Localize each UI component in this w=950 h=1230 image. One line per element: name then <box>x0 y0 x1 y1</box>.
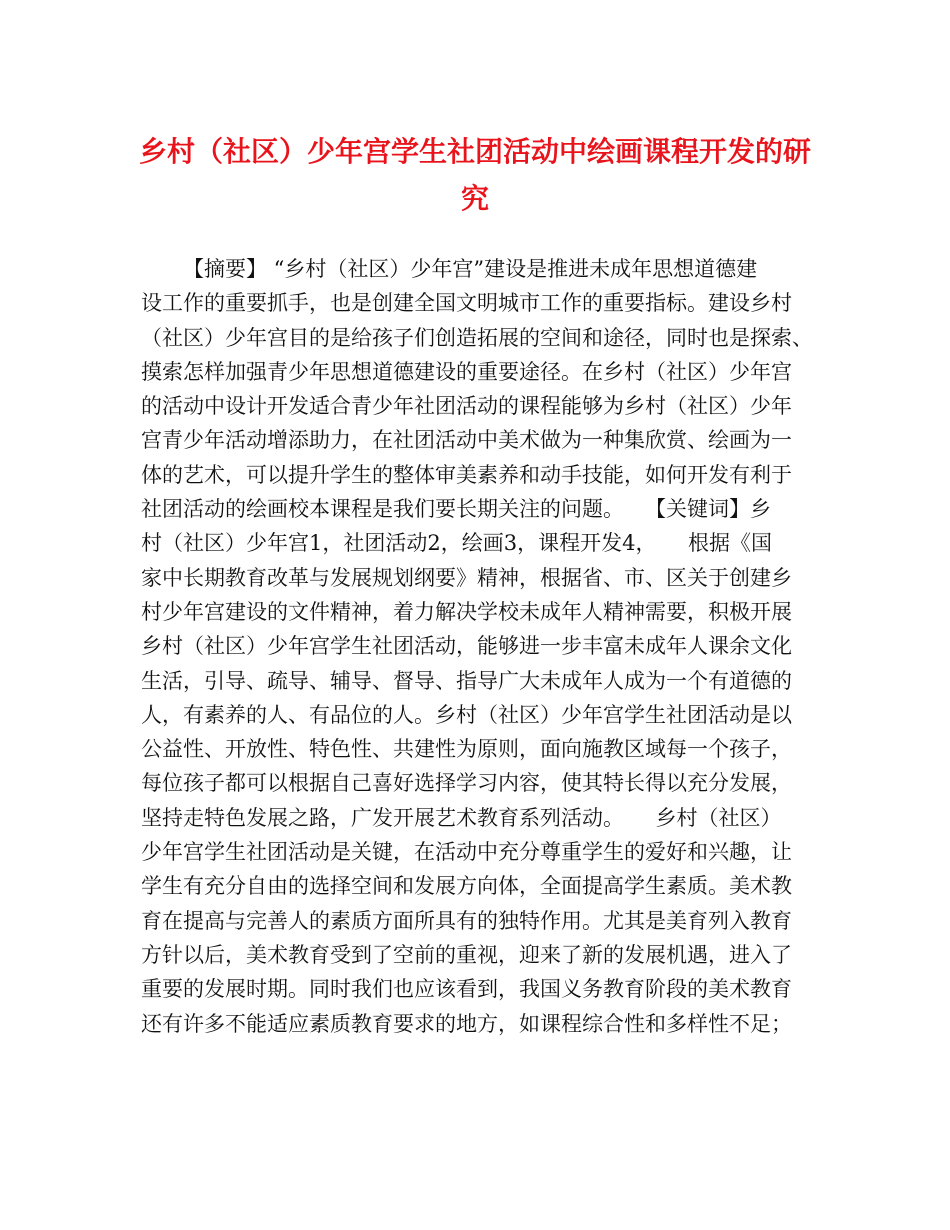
body-line: 少年宫学生社团活动是关键，在活动中充分尊重学生的爱好和兴趣，让 <box>141 840 792 865</box>
body-line: 摸索怎样加强青少年思想道德建设的重要途径。在乡村（社区）少年宫 <box>141 359 792 384</box>
body-line: 人，有素养的人、有品位的人。乡村（社区）少年宫学生社团活动是以 <box>141 702 792 727</box>
body-line: 社团活动的绘画校本课程是我们要长期关注的问题。 【关键词】乡 <box>141 497 771 522</box>
body-line: 方针以后，美术教育受到了空前的重视，迎来了新的发展机遇，进入了 <box>141 942 792 967</box>
body-line: 村（社区）少年宫1，社团活动2，绘画3，课程开发4， 根据《国 <box>141 531 772 556</box>
body-line: 坚持走特色发展之路，广发开展艺术教育系列活动。 乡村（社区） <box>141 805 782 830</box>
body-line: 乡村（社区）少年宫学生社团活动，能够进一步丰富未成年人课余文化 <box>141 634 792 659</box>
body-line: 公益性、开放性、特色性、共建性为原则，面向施教区域每一个孩子， <box>141 737 792 762</box>
body-line: 体的艺术，可以提升学生的整体审美素养和动手技能，如何开发有利于 <box>141 462 792 487</box>
body-line: 育在提高与完善人的素质方面所具有的独特作用。尤其是美育列入教育 <box>141 908 792 933</box>
body-line: 生活，引导、疏导、辅导、督导、指导广大未成年人成为一个有道德的 <box>141 668 792 693</box>
body-line: 学生有充分自由的选择空间和发展方向体，全面提高学生素质。美术教 <box>141 874 792 899</box>
document-title <box>130 128 820 222</box>
body-line: 的活动中设计开发适合青少年社团活动的课程能够为乡村（社区）少年 <box>141 394 792 419</box>
body-line: 设工作的重要抓手，也是创建全国文明城市工作的重要指标。建设乡村 <box>141 291 792 316</box>
title-line-1: 乡村（社区）少年宫学生社团活动中绘画课程开发的研 <box>138 135 811 168</box>
body-line: 还有许多不能适应素质教育要求的地方，如课程综合性和多样性不足； <box>141 1011 792 1036</box>
body-line: 家中长期教育改革与发展规划纲要》精神，根据省、市、区关于创建乡 <box>141 565 792 590</box>
document-body <box>141 252 811 1041</box>
body-line: 宫青少年活动增添助力，在社团活动中美术做为一种集欣赏、绘画为一 <box>141 428 792 453</box>
body-line: 村少年宫建设的文件精神，着力解决学校未成年人精神需要，积极开展 <box>141 599 792 624</box>
body-line: 每位孩子都可以根据自己喜好选择学习内容，使其特长得以充分发展， <box>141 771 792 796</box>
title-line-2: 究 <box>460 182 489 215</box>
body-line: 重要的发展时期。同时我们也应该看到，我国义务教育阶段的美术教育 <box>141 977 792 1002</box>
body-line: （社区）少年宫目的是给孩子们创造拓展的空间和途径，同时也是探索、 <box>141 325 813 350</box>
body-line: 【摘要】 “乡村（社区）少年宫”建设是推进未成年思想道德建 <box>183 257 758 281</box>
